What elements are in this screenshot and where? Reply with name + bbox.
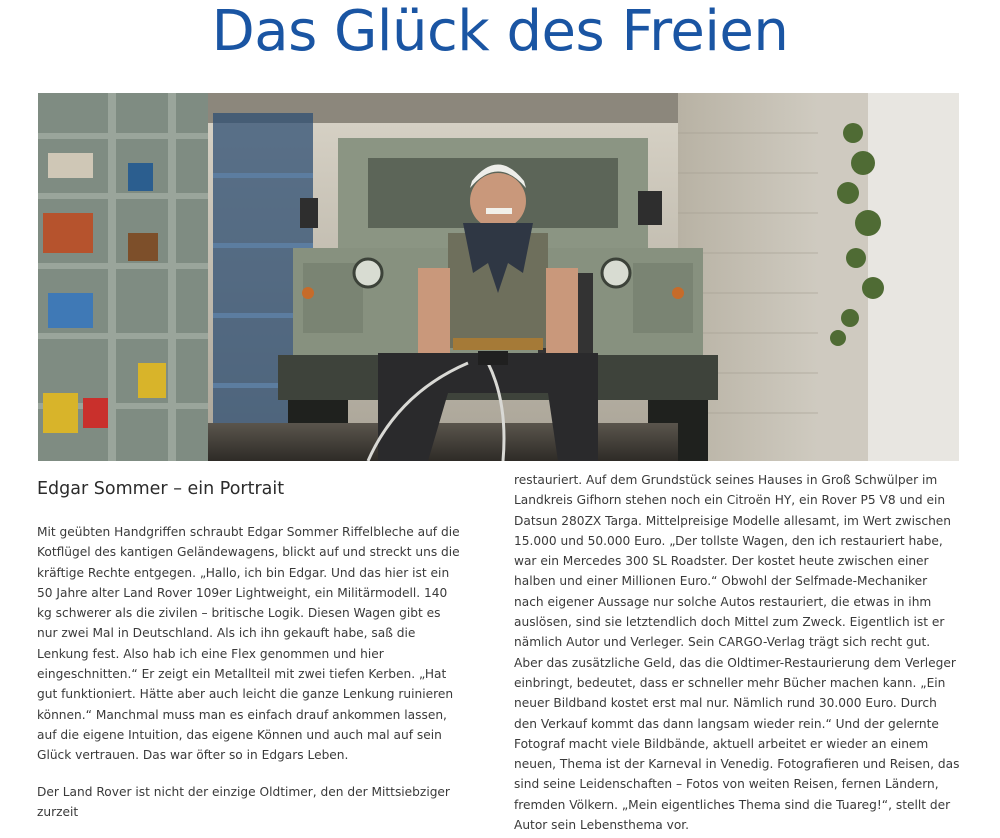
- portrait-photo: [38, 93, 959, 461]
- article-column-right: [514, 470, 960, 835]
- article-paragraph: restauriert. Auf dem Grundstück seines Hauses in Groß Schwülper im Landkreis Gifhorn stehen noch ein Citroën HY, ein Rover P5 V8 und ein Datsun 280ZX Targa. Mittelpreisige Modelle allesamt, im Wert zwischen 15.000 und 50.000 Euro. „Der tollste Wagen, den ich restauriert habe, war ein Mercedes 300 SL Roadster. Der kostet heute zwischen einer halben und einer Millionen Euro.“ Obwohl der Selfmade-Mechaniker nach eigener Aussage nur solche Autos restauriert, die etwas in ihm auslösen, sind sie letztendlich doch Mittel zum Zweck. Eigentlich ist er nämlich Autor und Verleger. Sein CARGO-Verlag trägt sich recht gut. Aber das zusätzliche Geld, das die Oldtimer-Restaurierung dem Verleger einbringt, bedeutet, dass er schneller mehr Bücher machen kann. „Ein neuer Bildband kostet erst mal nur. Nämlich rund 30.000 Euro. Durch den Verkauf kommt das dann langsam wieder rein.“ Und der gelernte Fotograf macht viele Bildbände, aktuell arbeitet er wieder an einem neuen, Thema ist der Karneval in Venedig. Fotografieren und Reisen, das sind seine Leidenschaften – Fotos von weiten Reisen, fernen Ländern, fremden Völkern. „Mein eigentliches Thema sind die Tuareg!“, stellt der Autor sein Lebensthema vor.: [514, 473, 960, 833]
- article-paragraph: Der Land Rover ist nicht der einzige Oldtimer, den der Mittsiebziger zurzeit: [37, 784, 450, 819]
- article-title: Das Glück des Freien: [211, 0, 789, 64]
- article-paragraph: Mit geübten Handgriffen schraubt Edgar Sommer Riffelbleche auf die Kotflügel des kantigen Geländewagens, blickt auf und streckt uns die kräftige Rechte entgegen. „Hallo, ich bin Edgar. Und das hier ist ein 50 Jahre alter Land Rover 109er Lightweight, ein Militärmodell. 140 kg schwerer als die zivilen – britische Logik. Diesen Wagen gibt es nur zwei Mal in Deutschland. Als ich ihn gekauft habe, saß die Lenkung fest. Also hab ich eine Flex genommen und hier eingeschnitten.“ Er zeigt ein Metallteil mit zwei tiefen Kerben. „Hat gut funktioniert. Hätte aber auch leicht die ganze Lenkung ruinieren können.“ Manchmal muss man es einfach drauf ankommen lassen, auf die eigene Intuition, das eigene Können und auch mal auf sein Glück vertrauen. Das war öfter so in Edgars Leben.: [37, 525, 460, 763]
- article-subtitle: Edgar Sommer – ein Portrait: [37, 479, 285, 499]
- article-column-left: [37, 476, 461, 838]
